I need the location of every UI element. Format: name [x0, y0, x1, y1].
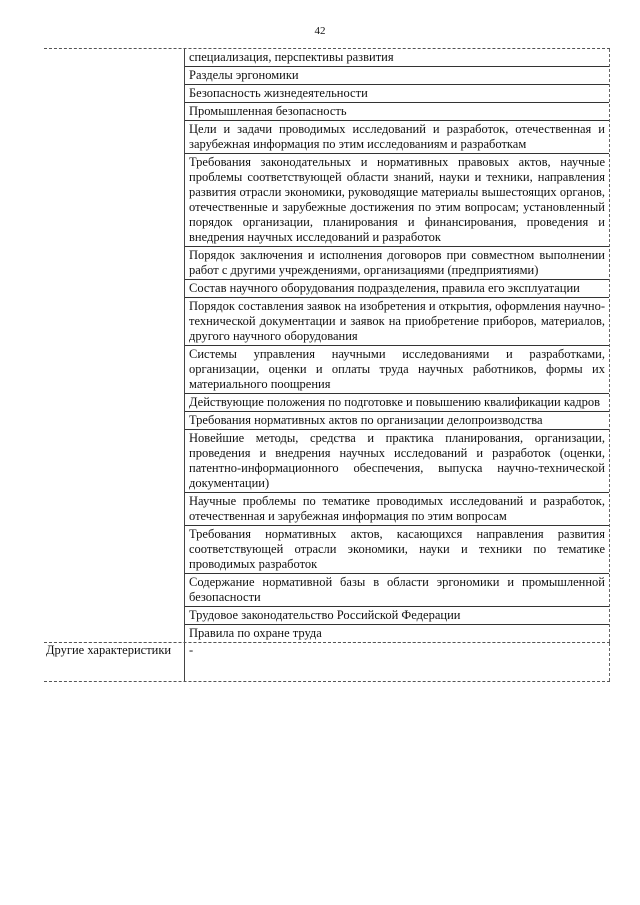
- table-row: Порядок заключения и исполнения договоров при совместном выполнении работ с другими учреждениями, организациями (предприятиями): [185, 247, 609, 280]
- table-row: Действующие положения по подготовке и повышению квалификации кадров: [185, 394, 609, 412]
- requirements-table: [44, 48, 610, 643]
- table-row: Новейшие методы, средства и практика планирования, организации, проведения и внедрения научных исследований и разработок (оценки, патентно-информационного обеспечения, выпуска научно-технической документации): [185, 430, 609, 493]
- other-characteristics-row: [44, 642, 610, 682]
- left-column: [44, 49, 184, 642]
- page-number: 42: [314, 25, 326, 37]
- table-row: Состав научного оборудования подразделения, правила его эксплуатации: [185, 280, 609, 298]
- table-row: Порядок составления заявок на изобретения и открытия, оформления научно-технической документации и заявок на приобретение приборов, материалов, другого научного оборудования: [185, 298, 609, 346]
- table-row: специализация, перспективы развития: [185, 49, 609, 67]
- table-row: Трудовое законодательство Российской Федерации: [185, 607, 609, 625]
- right-column: [184, 49, 610, 642]
- table-row: Требования законодательных и нормативных правовых актов, научные проблемы соответствующей области знаний, науки и техники, направления развития отрасли экономики, руководящие материалы вышестоящих органов, отечественные и зарубежные достижения по этим вопросам; установленный порядок организации, планирования и финансирования, проведения и внедрения научных исследований и разработок: [185, 154, 609, 247]
- table-row: Системы управления научными исследованиями и разработками, организации, оценки и оплаты труда научных работников, формы их материального поощрения: [185, 346, 609, 394]
- other-characteristics-value: -: [184, 643, 610, 681]
- other-characteristics-label: Другие характеристики: [46, 643, 172, 657]
- table-row: Требования нормативных актов по организации делопроизводства: [185, 412, 609, 430]
- table-row: Разделы эргономики: [185, 67, 609, 85]
- table-row: Научные проблемы по тематике проводимых исследований и разработок, отечественная и зарубежная информация по этим вопросам: [185, 493, 609, 526]
- table-row: Требования нормативных актов, касающихся направления развития соответствующей отрасли экономики, науки и техники по тематике проводимых разработок: [185, 526, 609, 574]
- table-row: Безопасность жизнедеятельности: [185, 85, 609, 103]
- table-row: Промышленная безопасность: [185, 103, 609, 121]
- table-row: Цели и задачи проводимых исследований и разработок, отечественная и зарубежная информация по этим исследованиям и разработкам: [185, 121, 609, 154]
- table-row: Содержание нормативной базы в области эргономики и промышленной безопасности: [185, 574, 609, 607]
- table-row: Правила по охране труда: [189, 626, 322, 640]
